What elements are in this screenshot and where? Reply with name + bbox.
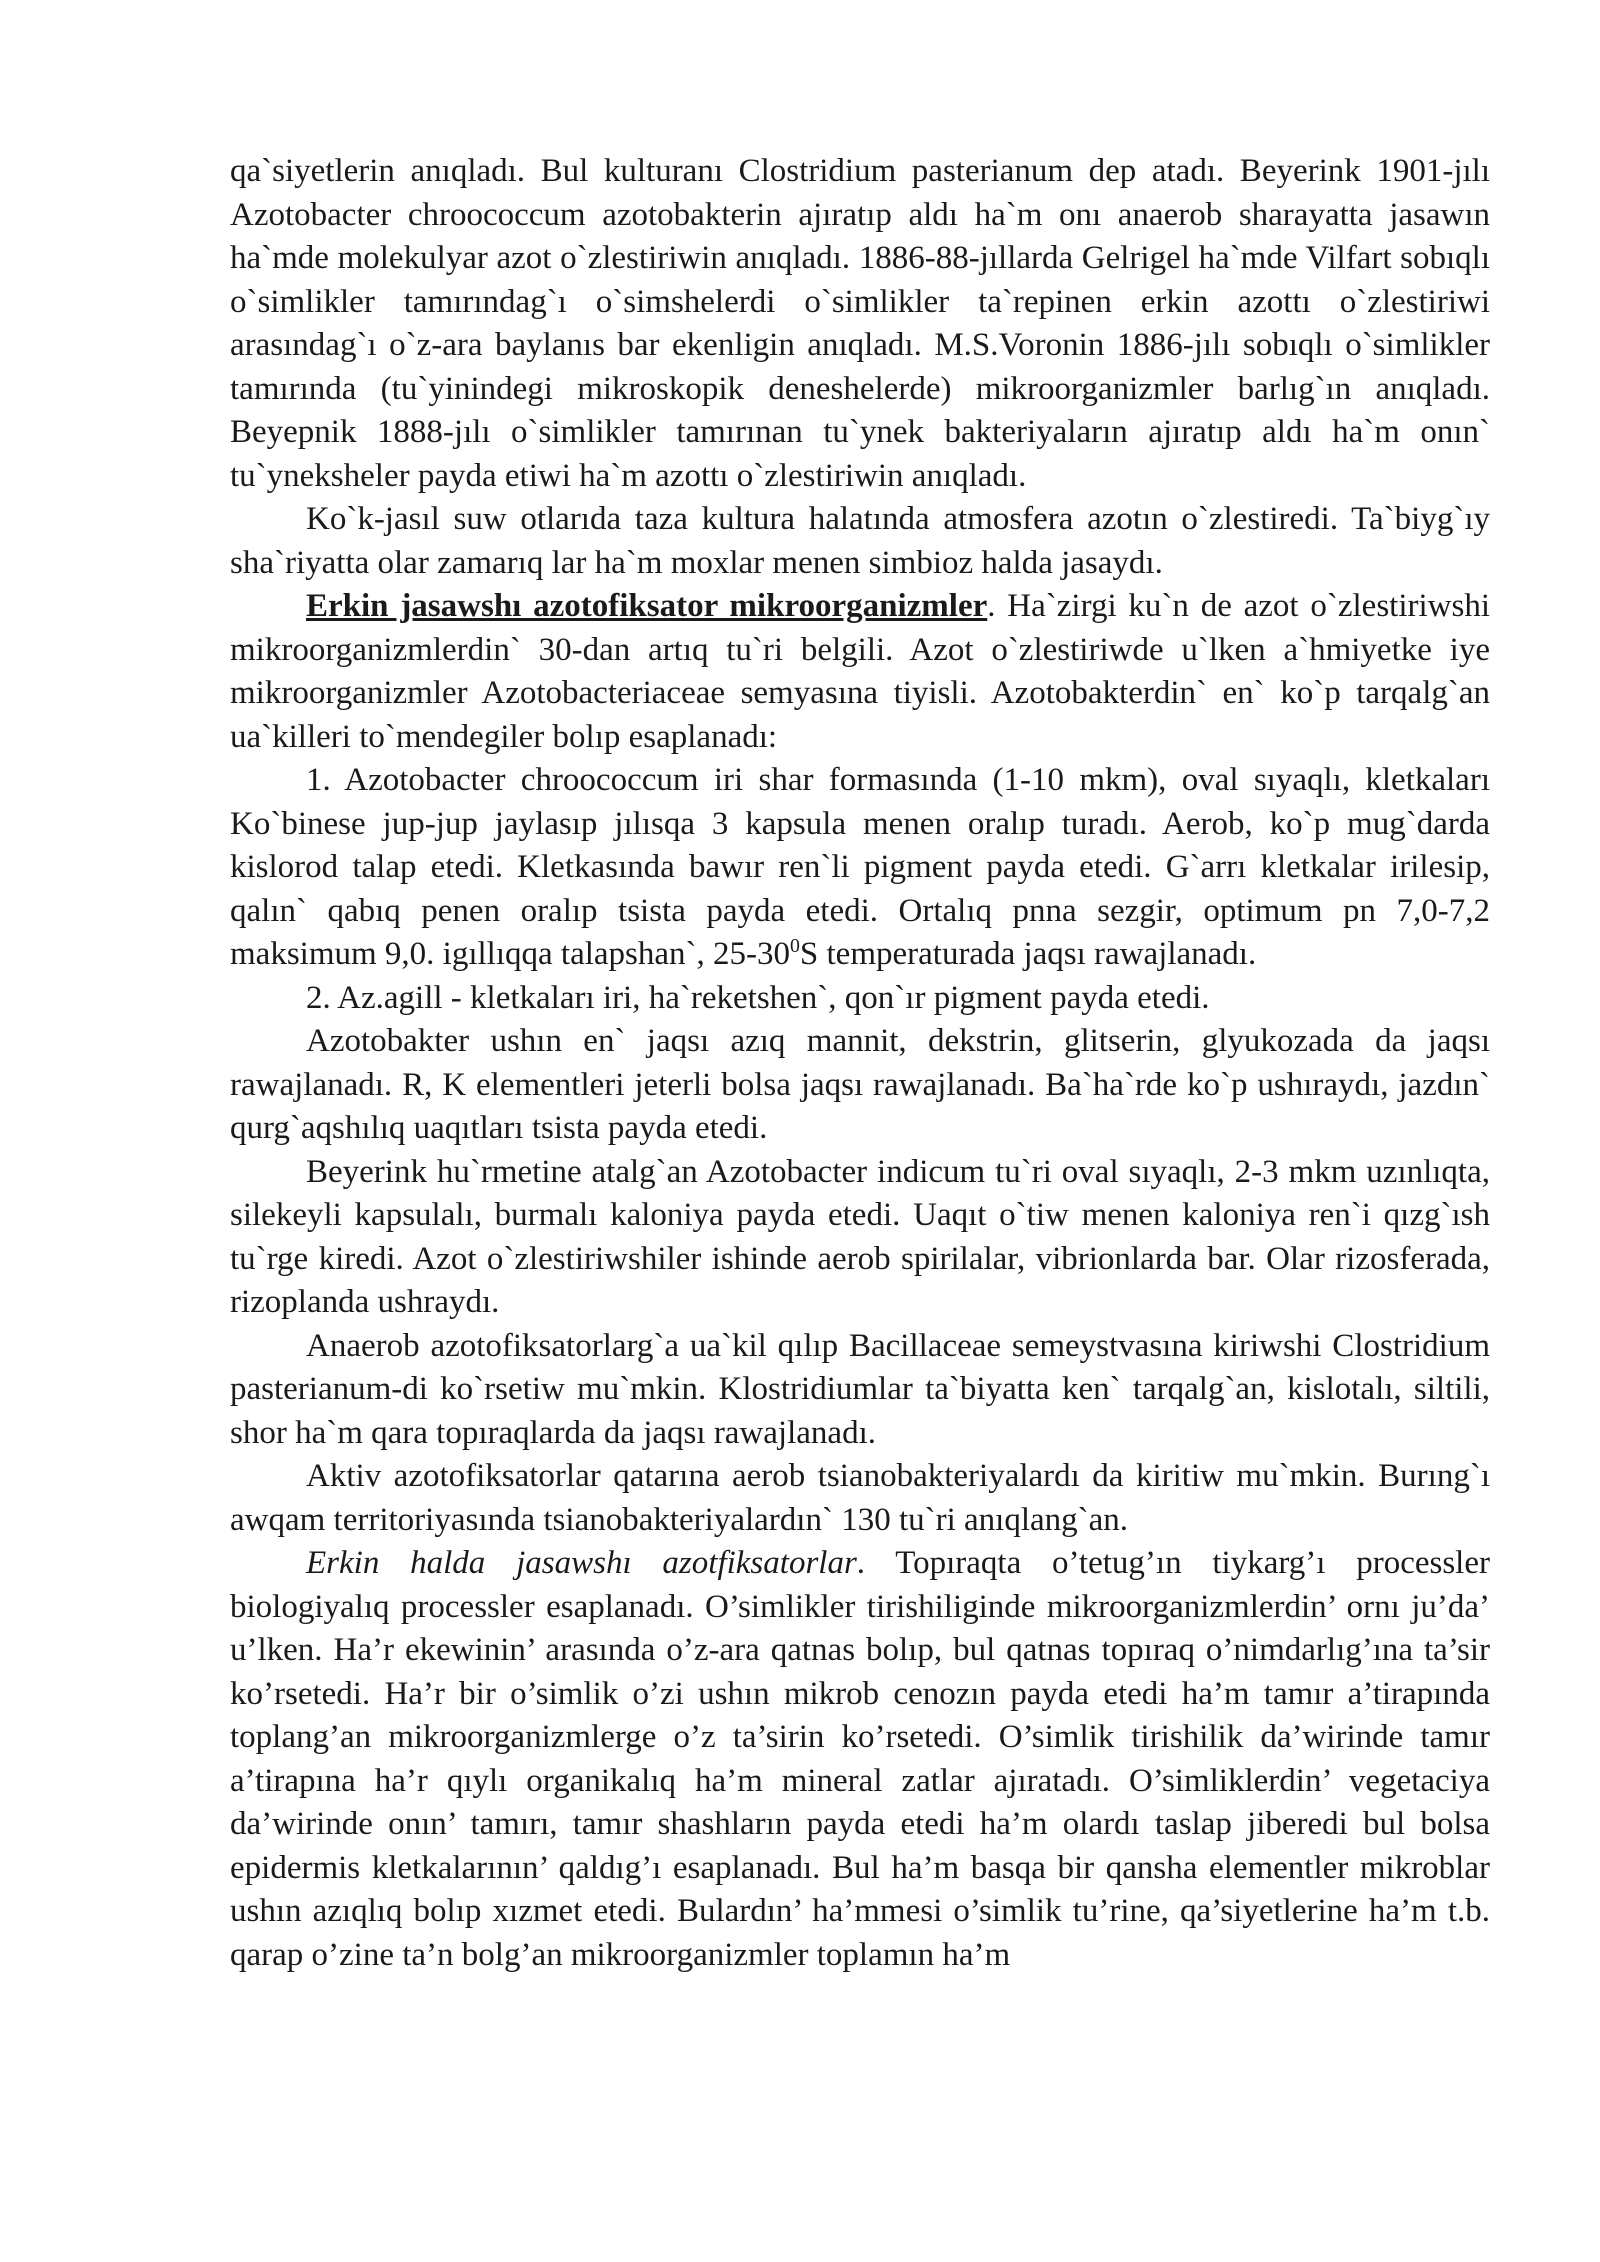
- degree-superscript: 0: [790, 935, 800, 957]
- paragraph-text: 2. Az.agill - kletkaları iri, ha`reketshen`, qon`ır pigment payda etedi.: [306, 979, 1210, 1016]
- paragraph-az-agill: [230, 977, 1490, 1021]
- paragraph-text: Azotobakter ushın en` jaqsı azıq mannit, dekstrin, glitserin, glyukozada da jaqsı rawajlanadı. R, K elementleri jeterli bolsa jaqsı rawajlanadı. Ba`ha`rde ko`p ushıraydı, jazdın` qurg`aqshılıq uaqıtları tsista payda etedi.: [230, 1023, 1490, 1146]
- paragraph-text: Anaerob azotofiksatorlarg`a ua`kil qılıp Bacillaceae semeystvasına kiriwshi Clostridium pasterianum-di ko`rsetiw mu`mkin. Klostridiumlar ta`biyatta ken` tarqalg`an, kislotalı, siltili, shor ha`m qara topıraqlarda da jaqsı rawajlanadı.: [230, 1327, 1490, 1451]
- paragraph-text: . Topıraqta o’tetug’ın tiykarg’ı processler biologiyalıq processler esaplanadı. O’simlikler tirishiliginde mikroorganizmlerdin’ ornı ju’da’ u’lken. Ha’r ekewinin’ arasında o’z-ara qatnas bolıp, bul qatnas topıraq o’nimdarlıg’ına ta’sir ko’rsetedi. Ha’r bir o’simlik o’zi ushın mikrob cenozın payda etedi ha’m tamır a’tirapında toplang’an mikroorganizmlerge o’z ta’sirin ko’rsetedi. O’simlik tirishilik da’wirinde tamır a’tirapına ha’r qıylı organikalıq ha’m mineral zatlar ajıratadı. O’simliklerdin’ vegetaciya da’wirinde onın’ tamırı, tamır shashların payda etedi ha’m olardı taslap jiberedi bul bolsa epidermis kletkalarının’ qaldıg’ı esaplanadı. Bul ha’m basqa bir qansha elementler mikroblar ushın azıqlıq bolıp xızmet etedi. Bulardın’ ha’mmesi o’simlik tu’rine, qa’siyetlerine ha’m t.b. qarap o’zine ta’n bolg’an mikroorganizmler toplamın ha’m: [230, 1545, 1490, 1973]
- paragraph-text: . Ha`zirgi ku`n de azot o`zlestiriwshi mikroorganizmlerdin` 30-dan artıq tu`ri belgili. Azot o`zlestiriwde u`lken a`hmiyetke iye mikroorganizmler Azotobacteriaceae semyasına tiyisli. Azotobakterdin` en` ko`p tarqalg`an ua`killeri to`mendegiler bolıp esaplanadı:: [230, 588, 1490, 755]
- paragraph-anaerob-azotofixers: [230, 1325, 1490, 1456]
- paragraph-history: [230, 150, 1490, 498]
- paragraph-free-living-azotfixers-soil: [230, 1542, 1490, 1977]
- paragraph-text: 1. Azotobacter chroococcum iri shar formasında (1-10 mkm), oval sıyaqlı, kletkaları Ko`binese jup-jup jaylasıp jılısqa 3 kapsula menen oralıp turadı. Aerob, ko`p mug`darda kislorod talap etedi. Kletkasında bawır ren`li pigment payda etedi. G`arrı kletkalar irilesip, qalın` qabıq penen oralıp tsista payda etedi. Ortalıq pnna sezgir, optimum pn 7,0-7,2 maksimum 9,0. igıllıqqa talapshan`, 25-30: [230, 762, 1490, 972]
- paragraph-cyanobacteria: [230, 1455, 1490, 1542]
- paragraph-text: Aktiv azotofiksatorlar qatarına aerob tsianobakteriyalardı da kiritiw mu`mkin. Burıng`ı awqam territoriyasında tsianobakteriyalardın` 130 tu`ri anıqlang`an.: [230, 1458, 1490, 1538]
- paragraph-azotobacter-nutrition: [230, 1020, 1490, 1151]
- paragraph-azotobacter-chroococcum: [230, 759, 1490, 977]
- paragraph-text-tail: S temperaturada jaqsı rawajlanadı.: [799, 936, 1257, 972]
- section-italic-heading: Erkin halda jasawshı azotfiksatorlar: [306, 1545, 857, 1581]
- paragraph-blue-green-algae: [230, 498, 1490, 585]
- document-page: [230, 150, 1490, 1977]
- paragraph-text: qa`siyetlerin anıqladı. Bul kulturanı Clostridium pasterianum dep atadı. Beyerink 1901-jılı Azotobacter chroococcum azotobakterin ajıratıp aldı ha`m onı anaerob sharayatta jasawın ha`mde molekulyar azot o`zlestiriwin anıqladı. 1886-88-jıllarda Gelrigel ha`mde Vilfart sobıqlı o`simlikler tamırındag`ı o`simshelerdi o`simlikler ta`repinen erkin azottı o`zlestiriwi arasındag`ı o`z-ara baylanıs bar ekenligin anıqladı. M.S.Voronin 1886-jılı sobıqlı o`simlikler tamırında (tu`yinindegi mikroskopik deneshelerde) mikroorganizmler barlıg`ın anıqladı. Beyepnik 1888-jılı o`simlikler tamırınan tu`ynek bakteriyaların ajıratıp aldı ha`m onın` tu`yneksheler payda etiwi ha`m azottı o`zlestiriwin anıqladı.: [230, 153, 1490, 494]
- paragraph-text: Ko`k-jasıl suw otlarıda taza kultura halatında atmosfera azotın o`zlestiredi. Ta`biyg`ıy sha`riyatta olar zamarıq lar ha`m moxlar menen simbioz halda jasaydı.: [230, 501, 1490, 581]
- paragraph-text: Beyerink hu`rmetine atalg`an Azotobacter indicum tu`ri oval sıyaqlı, 2-3 mkm uzınlıqta, silekeyli kapsulalı, burmalı kaloniya payda etedi. Uaqıt o`tiw menen kaloniya ren`i qızg`ısh tu`rge kiredi. Azot o`zlestiriwshiler ishinde aerob spirilalar, vibrionlarda bar. Olar rizosferada, rizoplanda ushraydı.: [230, 1153, 1490, 1320]
- section-heading: Erkin jasawshı azotofiksator mikroorganizmler: [306, 588, 988, 624]
- paragraph-azotobacter-indicum: [230, 1151, 1490, 1325]
- paragraph-free-living-azotofixers: [230, 585, 1490, 759]
